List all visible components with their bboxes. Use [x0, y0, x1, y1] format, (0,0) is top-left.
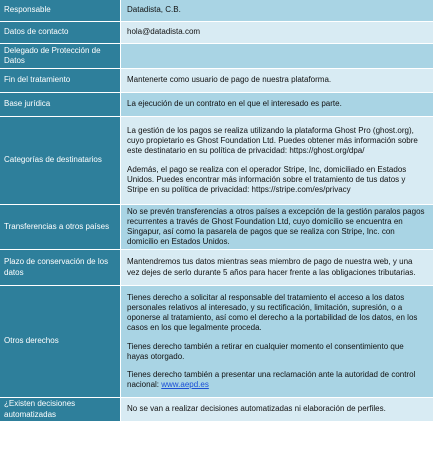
- table-row: [0, 44, 433, 69]
- row-label-plazo: Plazo de conservación de los datos: [0, 250, 121, 286]
- row-label-delegado: Delegado de Protección de Datos: [0, 44, 121, 69]
- table-row: [0, 286, 433, 398]
- table-row: [0, 93, 433, 117]
- row-value-fin: Mantenerte como usuario de pago de nuestra plataforma.: [121, 69, 433, 93]
- derechos-paragraph-3: [127, 370, 427, 390]
- table-row: [0, 117, 433, 205]
- row-value-base: La ejecución de un contrato en el que el interesado es parte.: [121, 93, 433, 117]
- table-row: [0, 22, 433, 44]
- reclamacion-text: Tienes derecho también a presentar una reclamación ante la autoridad de control nacional:: [127, 369, 416, 390]
- table-row: [0, 250, 433, 286]
- table-row: [0, 0, 433, 22]
- row-label-categorias: Categorías de destinatarios: [0, 117, 121, 205]
- table-row: [0, 398, 433, 422]
- row-value-responsable: Datadista, C.B.: [121, 0, 433, 22]
- row-label-transferencias: Transferencias a otros países: [0, 205, 121, 250]
- row-label-otros-derechos: Otros derechos: [0, 286, 121, 398]
- row-label-decisiones: ¿Existen decisiones automatizadas: [0, 398, 121, 422]
- table-row: [0, 69, 433, 93]
- row-label-base: Base jurídica: [0, 93, 121, 117]
- row-value-contacto: hola@datadista.com: [121, 22, 433, 44]
- row-label-responsable: Responsable: [0, 0, 121, 22]
- categorias-paragraph-2: Además, el pago se realiza con el operador Stripe, Inc, domiciliado en Estados Unidos. Puedes encontrar más información sobre el tratamiento de tus datos y Stripe en su política de privacidad: https://stripe.com/es/privacy: [127, 164, 407, 194]
- row-label-fin: Fin del tratamiento: [0, 69, 121, 93]
- row-value-plazo: Mantendremos tus datos mientras seas miembro de pago de nuestra web, y una vez dejes de serlo durante 5 años para hacer frente a las obligaciones tributarias.: [121, 250, 433, 286]
- aepd-link[interactable]: www.aepd.es: [161, 380, 209, 390]
- table-row: [0, 205, 433, 250]
- row-value-otros-derechos: [121, 286, 433, 398]
- row-value-categorias: [121, 117, 433, 205]
- derechos-paragraph-1: Tienes derecho a solicitar al responsable del tratamiento el acceso a los datos personales relativos al interesado, y su rectificación, limitación, supresión, o a oponerse al tratamiento, así como el derecho a la portabilidad de los datos, en los casos en los que legalmente proceda.: [127, 292, 418, 333]
- row-value-delegado: [121, 44, 433, 69]
- derechos-paragraph-2: Tienes derecho también a retirar en cualquier momento el consentimiento que hayas otorgado.: [127, 341, 404, 361]
- row-value-decisiones: No se van a realizar decisiones automatizadas ni elaboración de perfiles.: [121, 398, 433, 422]
- row-label-contacto: Datos de contacto: [0, 22, 121, 44]
- row-value-transferencias: No se prevén transferencias a otros países a excepción de la gestión paralos pagos recurrentes a través de Ghost Foundation Ltd, cuyo domicilio se encuentra en Singapur, así como la pasarela de pagos que se realiza con Stripe, Inc. con domicilio en Estados Unidos.: [121, 205, 433, 250]
- categorias-paragraph-1: La gestión de los pagos se realiza utilizando la plataforma Ghost Pro (ghost.org), cuyo propietario es Ghost Foundation Ltd. Puedes obtener más información sobre este destinatario en su política de privacidad: https://ghost.org/dpa/: [127, 125, 418, 156]
